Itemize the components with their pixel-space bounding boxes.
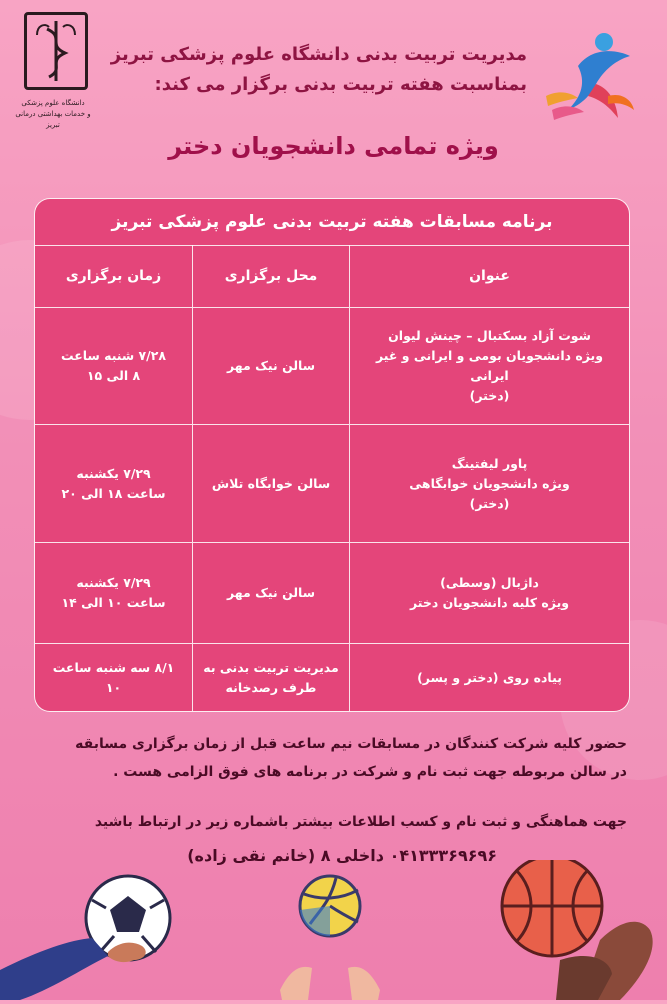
sport-balls-icon <box>0 860 667 1000</box>
row-title: داژبال (وسطی) ویژه کلیه دانشجویان دختر <box>409 575 570 610</box>
table-row <box>35 308 629 425</box>
row-title: شوت آزاد بسکتبال – چینش لیوان ویژه دانشجویان بومی و ایرانی و غیر ایرانی (دختر) <box>376 328 603 403</box>
table-row <box>35 425 629 543</box>
sport-week-logo-icon <box>538 26 638 126</box>
contact-line: جهت هماهنگی و ثبت نام و کسب اطلاعات بیشتر باشماره زیر در ارتباط باشید <box>94 814 627 830</box>
sports-illustration <box>0 860 667 1000</box>
page-subtitle: ویژه تمامی دانشجویان دختر <box>168 132 499 160</box>
row-title: پیاده روی (دختر و پسر) <box>417 669 562 685</box>
row-time: ۷/۲۹ یکشنبه ساعت ۱۸ الی ۲۰ <box>35 425 193 542</box>
header-line-1: مدیریت تربیت بدنی دانشگاه علوم پزشکی تبریز <box>110 44 527 65</box>
logo-emblem-icon <box>24 12 88 90</box>
note-line-1: حضور کلیه شرکت کنندگان در مسابقات نیم ساعت قبل از زمان برگزاری مسابقه <box>75 736 627 752</box>
row-place: مدیریت تربیت بدنی به طرف رصدخانه <box>193 644 350 711</box>
header <box>0 0 667 200</box>
row-time: ۷/۲۹ یکشنبه ساعت ۱۰ الی ۱۴ <box>35 543 193 643</box>
row-place: سالن خوابگاه تلاش <box>193 425 350 542</box>
logo-text: دانشگاه علوم پزشکی و خدمات بهداشتی درمانی تبریز <box>15 99 91 129</box>
header-place: محل برگزاری <box>193 245 350 307</box>
row-time: ۸/۱ سه شنبه ساعت ۱۰ <box>35 644 193 711</box>
header-title: عنوان <box>469 268 510 284</box>
row-title: پاور لیفتینگ ویژه دانشجویان خوابگاهی (دختر) <box>409 455 570 511</box>
table-header-row <box>35 245 629 308</box>
row-place: سالن نیک مهر <box>193 543 350 643</box>
row-place: سالن نیک مهر <box>193 308 350 424</box>
table-title: برنامه مسابقات هفته تربیت بدنی علوم پزشکی تبریز <box>35 199 629 246</box>
header-line-2: بمناسبت هفته تربیت بدنی برگزار می کند: <box>154 74 527 95</box>
note-line-2: در سالن مربوطه جهت ثبت نام و شرکت در برنامه های فوق الزامی هست . <box>113 764 627 780</box>
schedule-table <box>34 198 630 712</box>
table-row <box>35 644 629 711</box>
contact-phone: ۰۴۱۳۳۳۶۹۶۹۶ داخلی ۸ (خانم نقی زاده) <box>187 846 497 865</box>
header-time: زمان برگزاری <box>35 245 193 307</box>
table-row <box>35 543 629 644</box>
row-time: ۷/۲۸ شنبه ساعت ۸ الی ۱۵ <box>35 308 193 424</box>
university-logo <box>10 12 96 130</box>
